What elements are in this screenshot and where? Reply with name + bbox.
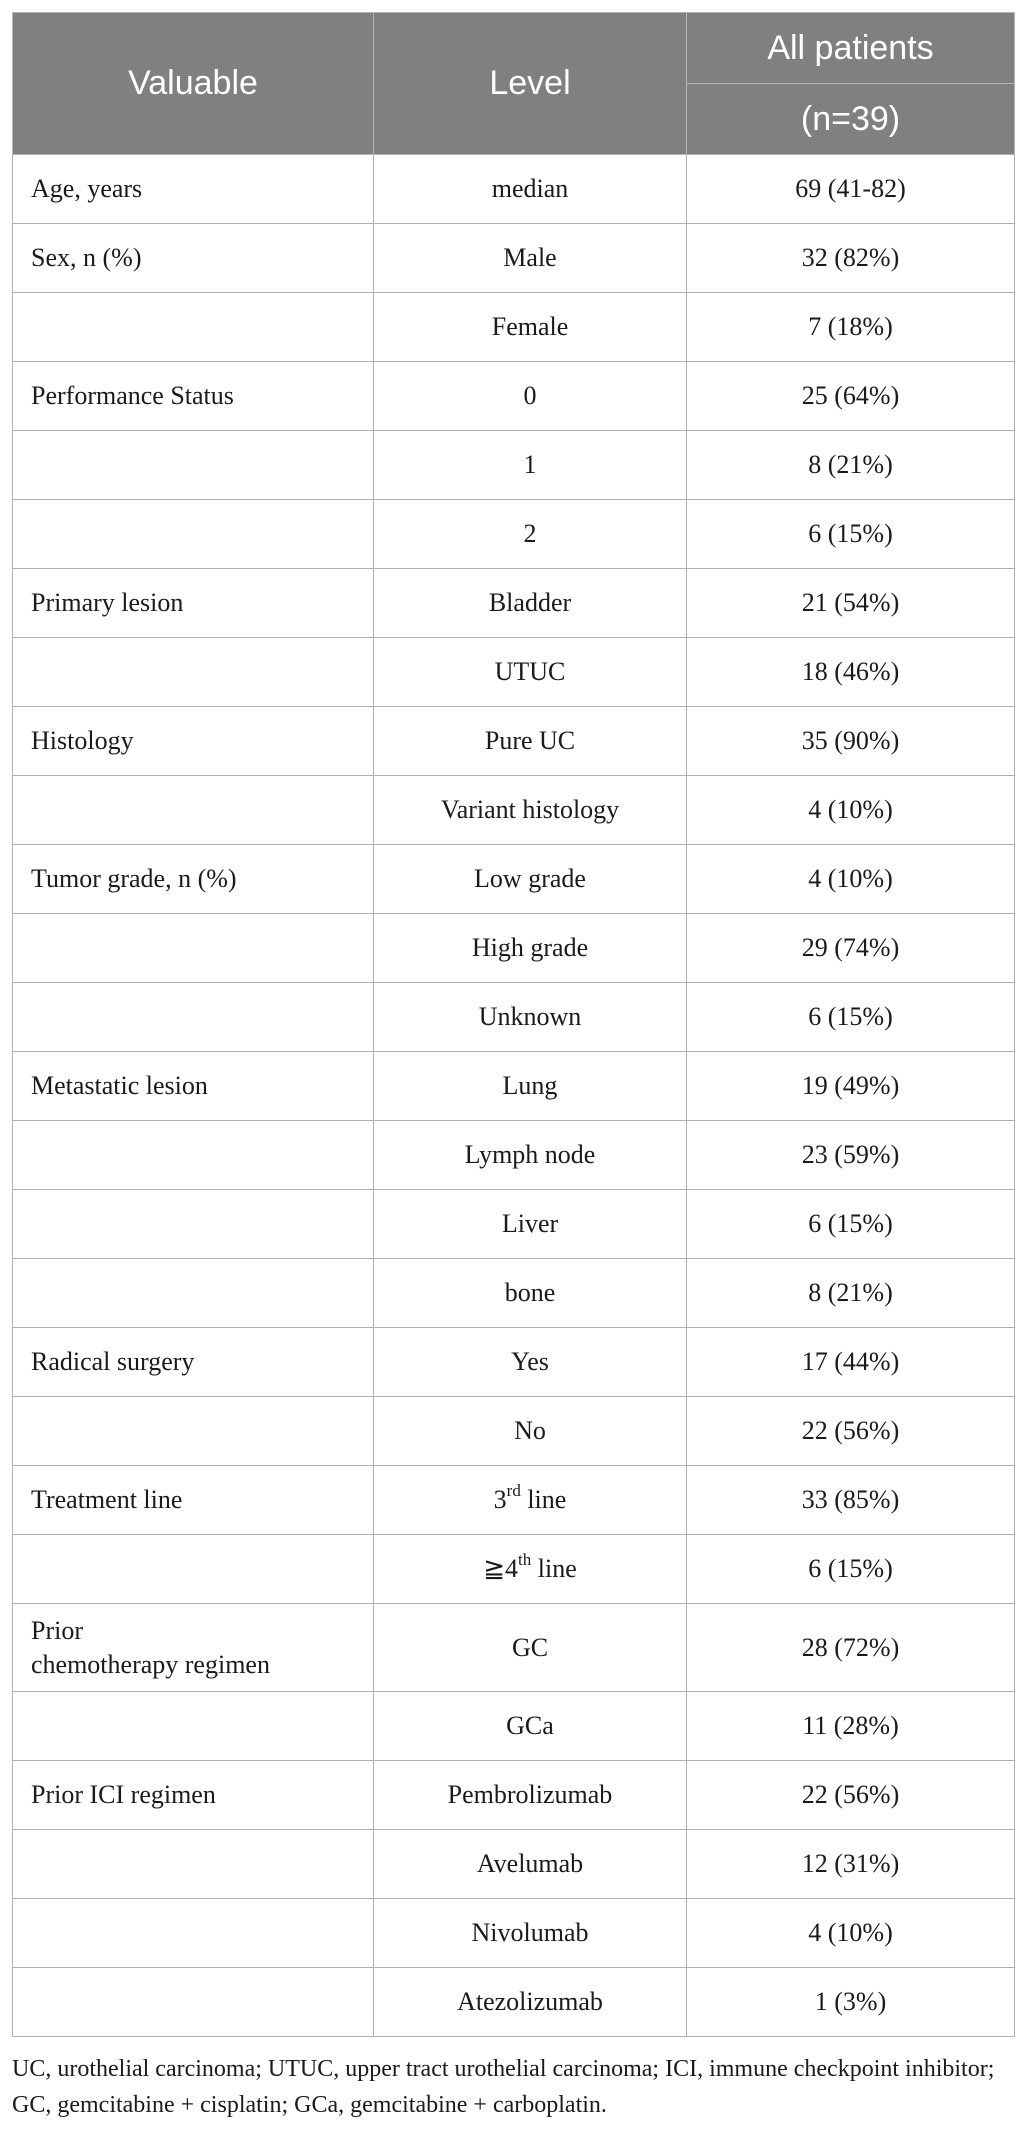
value-cell: 6 (15%): [687, 1190, 1015, 1259]
variable-cell: [13, 500, 374, 569]
table-row: [13, 155, 1015, 224]
table-row: [13, 1328, 1015, 1397]
variable-cell: [13, 1397, 374, 1466]
table-row: [13, 776, 1015, 845]
variable-cell: [13, 914, 374, 983]
level-cell: GCa: [374, 1692, 687, 1761]
level-cell: GC: [374, 1604, 687, 1692]
value-cell: 6 (15%): [687, 500, 1015, 569]
patient-characteristics-table-container: [12, 12, 1014, 2123]
value-cell: 19 (49%): [687, 1052, 1015, 1121]
level-cell: Avelumab: [374, 1830, 687, 1899]
level-cell: Nivolumab: [374, 1899, 687, 1968]
variable-cell: [13, 983, 374, 1052]
level-cell: Atezolizumab: [374, 1968, 687, 2037]
value-cell: 22 (56%): [687, 1761, 1015, 1830]
value-cell: 6 (15%): [687, 1535, 1015, 1604]
value-cell: 12 (31%): [687, 1830, 1015, 1899]
level-cell: Pure UC: [374, 707, 687, 776]
header-valuable: Valuable: [13, 13, 374, 155]
level-cell: No: [374, 1397, 687, 1466]
table-row: [13, 1121, 1015, 1190]
variable-cell: [13, 1190, 374, 1259]
variable-cell: [13, 293, 374, 362]
ordinal-suffix: rd: [506, 1481, 521, 1500]
table-row: [13, 1466, 1015, 1535]
level-cell: [374, 1535, 687, 1604]
table-row: [13, 1535, 1015, 1604]
level-cell: [374, 1466, 687, 1535]
table-body: [13, 155, 1015, 2037]
level-cell: 2: [374, 500, 687, 569]
level-cell: Liver: [374, 1190, 687, 1259]
variable-cell: [13, 1692, 374, 1761]
level-cell: Unknown: [374, 983, 687, 1052]
value-cell: 8 (21%): [687, 431, 1015, 500]
table-row: [13, 1397, 1015, 1466]
level-cell: Low grade: [374, 845, 687, 914]
value-cell: 28 (72%): [687, 1604, 1015, 1692]
table-row: [13, 1830, 1015, 1899]
variable-cell: Radical surgery: [13, 1328, 374, 1397]
value-cell: 32 (82%): [687, 224, 1015, 293]
value-cell: 1 (3%): [687, 1968, 1015, 2037]
variable-cell: [13, 776, 374, 845]
level-cell: Female: [374, 293, 687, 362]
value-cell: 4 (10%): [687, 845, 1015, 914]
level-text: 3: [493, 1485, 507, 1514]
variable-cell: Performance Status: [13, 362, 374, 431]
variable-text: Prior: [31, 1615, 83, 1645]
variable-cell: [13, 1830, 374, 1899]
level-cell: median: [374, 155, 687, 224]
table-row: [13, 1604, 1015, 1692]
level-cell: Yes: [374, 1328, 687, 1397]
variable-cell: [13, 1968, 374, 2037]
value-cell: 7 (18%): [687, 293, 1015, 362]
variable-text: chemotherapy regimen: [31, 1649, 270, 1679]
value-cell: 21 (54%): [687, 569, 1015, 638]
value-cell: 4 (10%): [687, 1899, 1015, 1968]
variable-cell: [13, 1899, 374, 1968]
table-row: [13, 293, 1015, 362]
value-cell: 33 (85%): [687, 1466, 1015, 1535]
variable-cell: Sex, n (%): [13, 224, 374, 293]
variable-cell: [13, 1535, 374, 1604]
table-footnote: UC, urothelial carcinoma; UTUC, upper tract urothelial carcinoma; ICI, immune checkpoint inhibitor; GC, gemcitabine + cisplatin; GCa, gemcitabine + carboplatin.: [12, 2056, 995, 2118]
ordinal-suffix: th: [518, 1550, 532, 1569]
level-cell: Bladder: [374, 569, 687, 638]
variable-cell: [13, 431, 374, 500]
value-cell: 35 (90%): [687, 707, 1015, 776]
variable-cell: Prior ICI regimen: [13, 1761, 374, 1830]
value-cell: 18 (46%): [687, 638, 1015, 707]
variable-cell: Age, years: [13, 155, 374, 224]
table-row: [13, 638, 1015, 707]
table-row: [13, 569, 1015, 638]
level-cell: Lung: [374, 1052, 687, 1121]
variable-cell: Metastatic lesion: [13, 1052, 374, 1121]
table-row: [13, 1968, 1015, 2037]
variable-cell: Treatment line: [13, 1466, 374, 1535]
table-row: [13, 707, 1015, 776]
table-row: [13, 983, 1015, 1052]
value-cell: 69 (41-82): [687, 155, 1015, 224]
table-row: [13, 1761, 1015, 1830]
header-all-patients: All patients: [687, 13, 1015, 84]
level-cell: 1: [374, 431, 687, 500]
level-text: line: [531, 1554, 577, 1583]
level-cell: Male: [374, 224, 687, 293]
variable-cell: Tumor grade, n (%): [13, 845, 374, 914]
level-cell: Pembrolizumab: [374, 1761, 687, 1830]
variable-cell: [13, 1121, 374, 1190]
table-row: [13, 431, 1015, 500]
table-row: [13, 1259, 1015, 1328]
variable-cell: Primary lesion: [13, 569, 374, 638]
level-text: line: [520, 1485, 567, 1514]
variable-cell: [13, 1604, 374, 1692]
table-row: [13, 845, 1015, 914]
value-cell: 17 (44%): [687, 1328, 1015, 1397]
table-row: [13, 224, 1015, 293]
table-row: [13, 500, 1015, 569]
header-n-count: (n=39): [687, 84, 1015, 155]
value-cell: 23 (59%): [687, 1121, 1015, 1190]
level-cell: bone: [374, 1259, 687, 1328]
table-row: [13, 914, 1015, 983]
value-cell: 4 (10%): [687, 776, 1015, 845]
variable-cell: Histology: [13, 707, 374, 776]
table-row: [13, 362, 1015, 431]
header-level: Level: [374, 13, 687, 155]
variable-cell: [13, 638, 374, 707]
level-cell: Variant histology: [374, 776, 687, 845]
value-cell: 22 (56%): [687, 1397, 1015, 1466]
value-cell: 6 (15%): [687, 983, 1015, 1052]
table-row: [13, 1899, 1015, 1968]
value-cell: 8 (21%): [687, 1259, 1015, 1328]
value-cell: 11 (28%): [687, 1692, 1015, 1761]
table-row: [13, 1052, 1015, 1121]
table-row: [13, 1190, 1015, 1259]
level-cell: Lymph node: [374, 1121, 687, 1190]
level-cell: 0: [374, 362, 687, 431]
value-cell: 29 (74%): [687, 914, 1015, 983]
level-cell: High grade: [374, 914, 687, 983]
variable-cell: [13, 1259, 374, 1328]
level-text: ≧4: [483, 1554, 519, 1583]
patient-characteristics-table: [12, 12, 1015, 2037]
value-cell: 25 (64%): [687, 362, 1015, 431]
level-cell: UTUC: [374, 638, 687, 707]
table-header: [13, 13, 1015, 155]
table-row: [13, 1692, 1015, 1761]
